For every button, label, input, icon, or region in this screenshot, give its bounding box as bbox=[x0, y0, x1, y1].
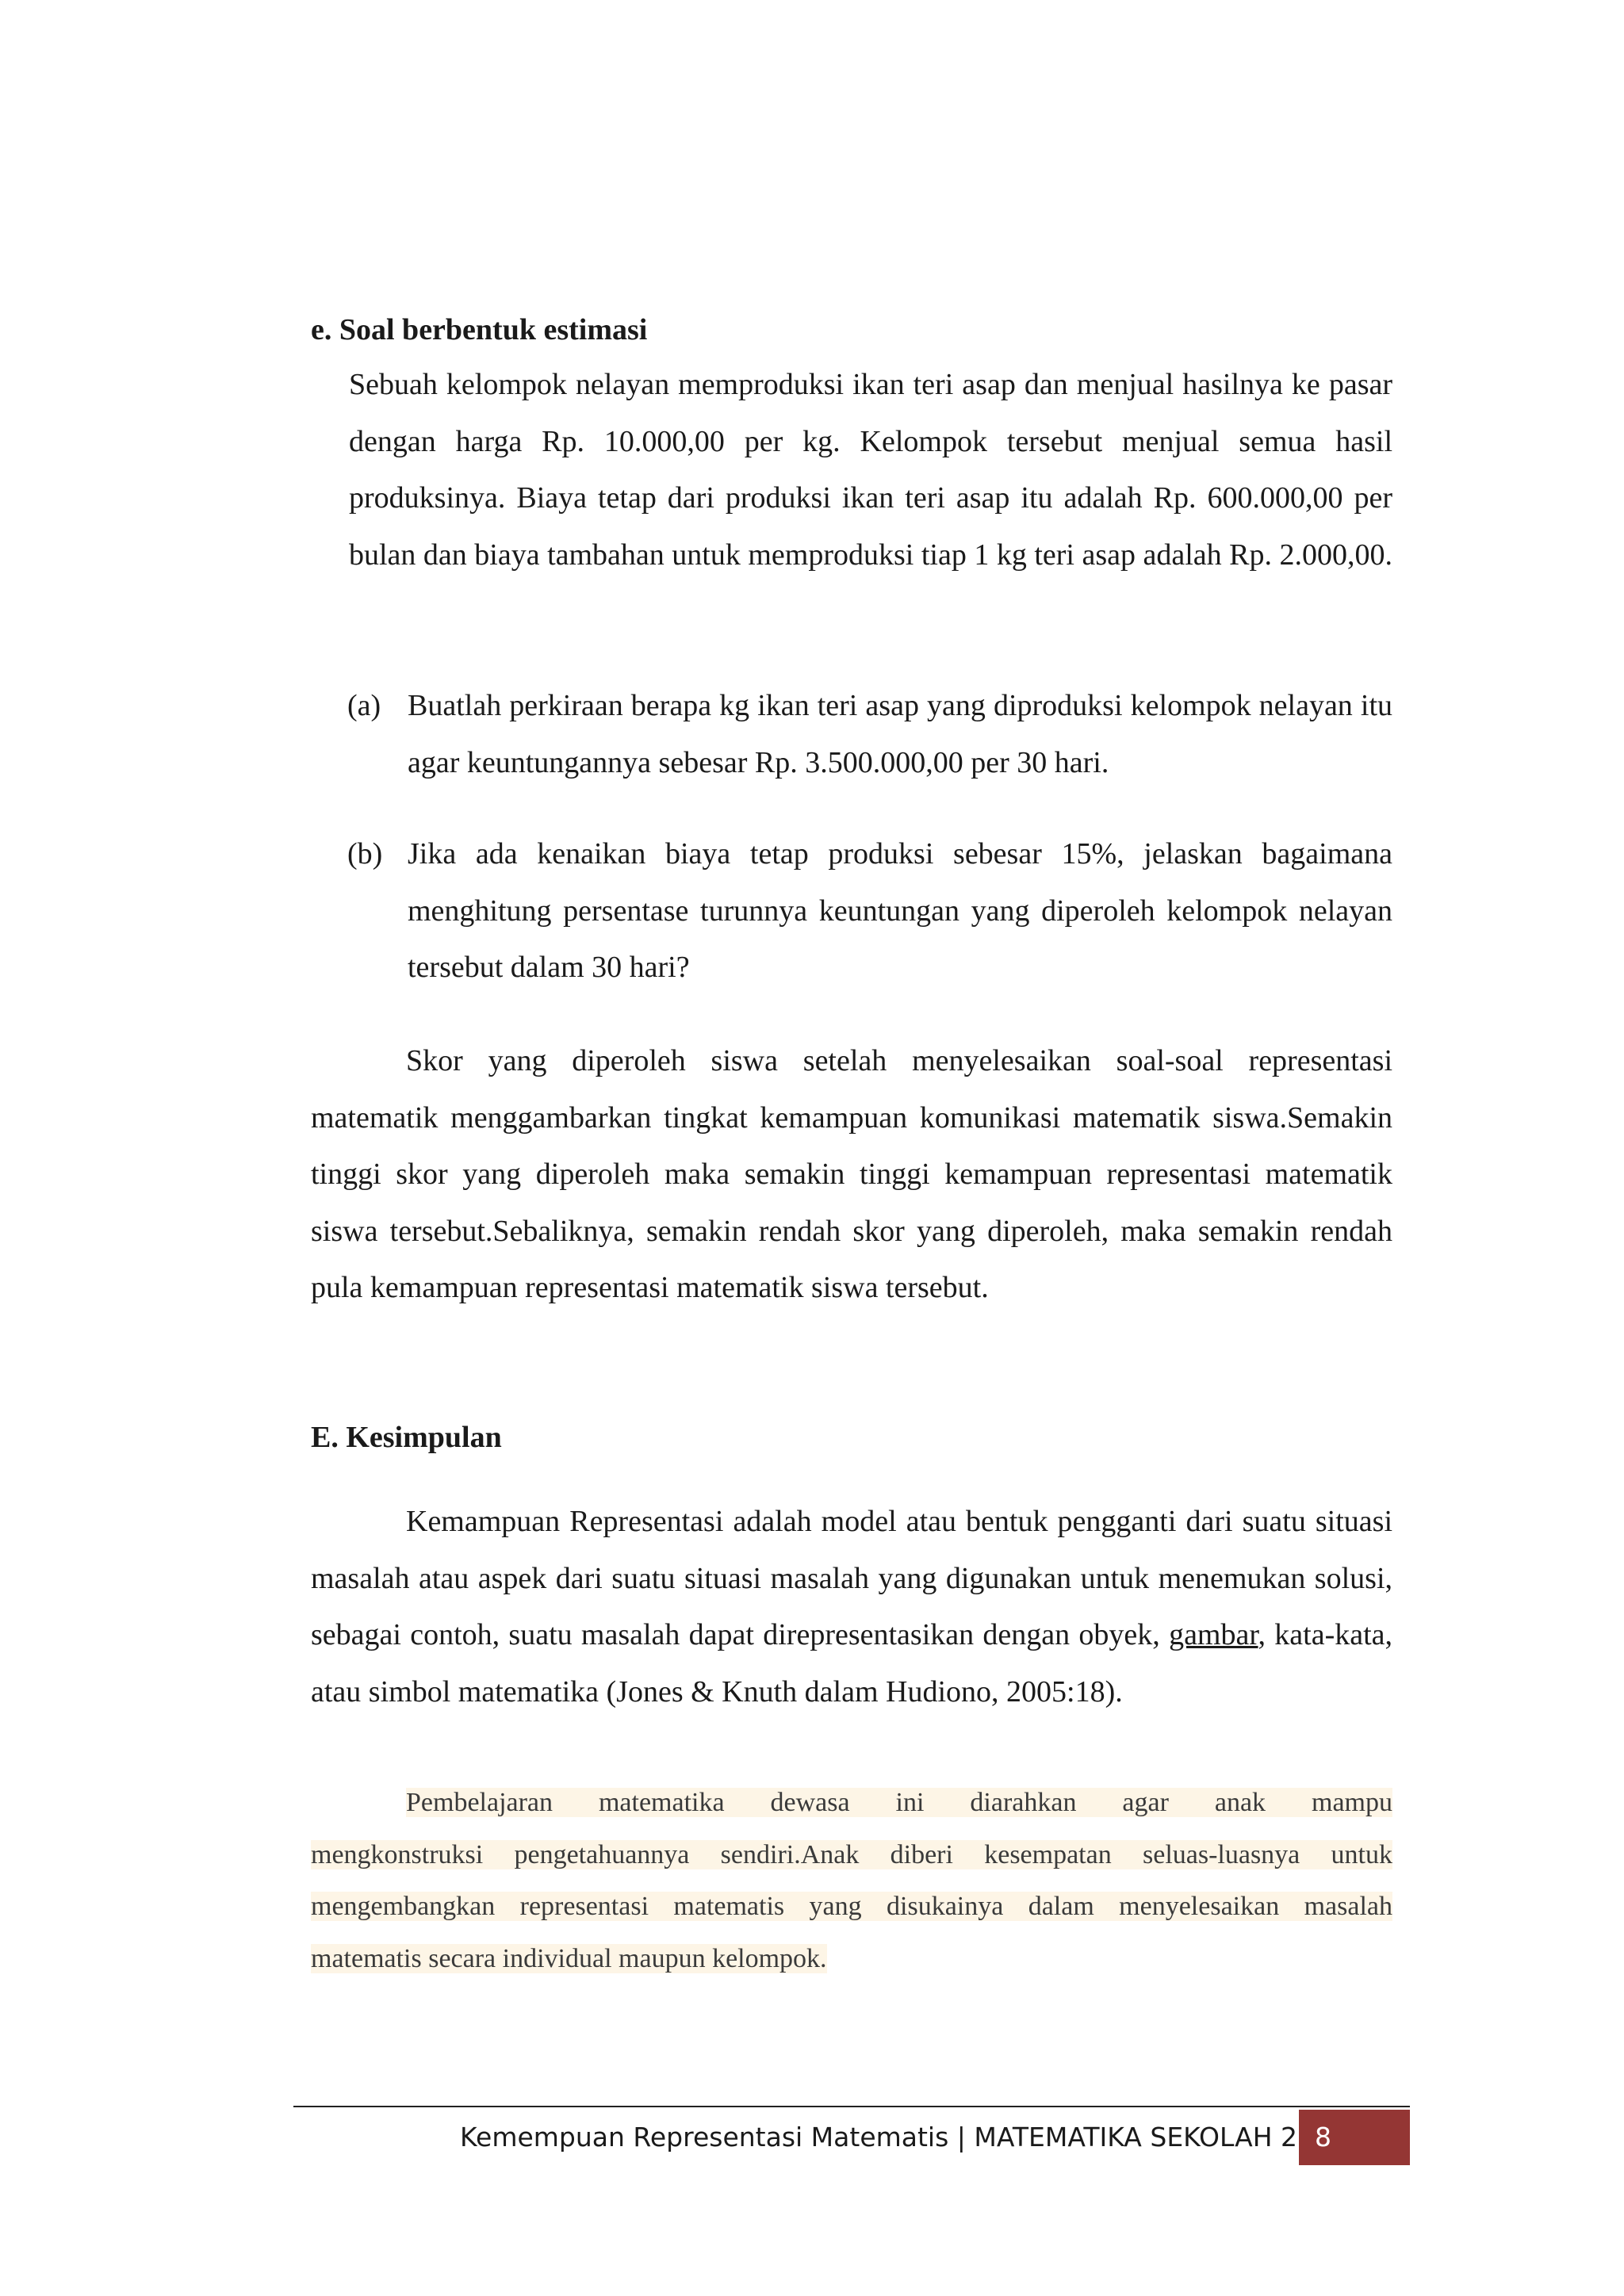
highlight-text: matematis secara individual maupun kelompok. bbox=[311, 1943, 827, 1973]
list-item-text: Jika ada kenaikan biaya tetap produksi sebesar 15%, jelaskan bagaimana menghitung persentase turunnya keuntungan yang diperoleh kelompok nelayan tersebut dalam 30 hari? bbox=[408, 837, 1392, 984]
section-e-paragraph: Sebuah kelompok nelayan memproduksi ikan teri asap dan menjual hasilnya ke pasar dengan harga Rp. 10.000,00 per kg. Kelompok tersebut menjual semua hasil produksinya. Biaya tetap dari produksi ikan teri asap itu adalah Rp. 600.000,00 per bulan dan biaya tambahan untuk memproduksi tiap 1 kg teri asap adalah Rp. 2.000,00. bbox=[349, 368, 1392, 572]
conclusion-text-before: Kemampuan Representasi adalah model atau bentuk pengganti dari suatu situasi masalah atau aspek dari suatu situasi masalah yang digunakan untuk menemukan solusi, sebagai contoh, suatu masalah dapat direpresentasikan dengan obyek, bbox=[311, 1505, 1392, 1651]
section-e-block bbox=[311, 306, 1392, 354]
highlight-text: mengembangkan representasi matematis yang disukainya dalam menyelesaikan masalah bbox=[311, 1892, 1392, 1921]
highlight-line bbox=[311, 1881, 1392, 1933]
highlight-line bbox=[311, 1829, 1392, 1881]
footer-divider bbox=[293, 2106, 1410, 2107]
list-marker: (a) bbox=[347, 689, 381, 722]
list-item-a bbox=[347, 678, 1392, 791]
list-marker: (b) bbox=[347, 837, 383, 871]
gambar-link[interactable]: gambar bbox=[1169, 1618, 1258, 1651]
highlight-text: Pembelajaran matematika dewasa ini diarahkan agar anak mampu bbox=[406, 1788, 1392, 1817]
score-paragraph-block bbox=[311, 1033, 1392, 1317]
conclusion-paragraph-2-block bbox=[311, 1777, 1392, 1984]
conclusion-heading-block bbox=[311, 1414, 1392, 1461]
list-item-text: Buatlah perkiraan berapa kg ikan teri asap yang diproduksi kelompok nelayan itu agar keuntungannya sebesar Rp. 3.500.000,00 per 30 hari. bbox=[408, 689, 1392, 779]
highlight-line bbox=[311, 1777, 1392, 1829]
page-number-badge: 8 bbox=[1299, 2110, 1410, 2165]
section-e-paragraph-block bbox=[349, 357, 1392, 584]
highlight-text: mengkonstruksi pengetahuannya sendiri.Anak diberi kesempatan seluas-luasnya untuk bbox=[311, 1839, 1392, 1869]
conclusion-text-after: , kata-kata, atau simbol matematika (Jones & Knuth dalam Hudiono, 2005:18). bbox=[311, 1618, 1393, 1709]
footer-title: Kemempuan Representasi Matematis | MATEMATIKA SEKOLAH 2 bbox=[460, 2122, 1297, 2152]
section-e-heading: e. Soal berbentuk estimasi bbox=[311, 313, 648, 346]
list-item-b bbox=[347, 826, 1392, 997]
score-paragraph: Skor yang diperoleh siswa setelah menyelesaikan soal-soal representasi matematik menggambarkan tingkat kemampuan komunikasi matematik siswa.Semakin tinggi skor yang diperoleh maka semakin tinggi kemampuan representasi matematik siswa tersebut.Sebaliknya, semakin rendah skor yang diperoleh, maka semakin rendah pula kemampuan representasi matematik siswa tersebut. bbox=[311, 1044, 1392, 1304]
conclusion-heading: E. Kesimpulan bbox=[311, 1421, 502, 1454]
highlight-line bbox=[311, 1933, 1392, 1985]
conclusion-paragraph-1 bbox=[311, 1494, 1392, 1720]
conclusion-paragraph-1-block bbox=[311, 1494, 1392, 1720]
